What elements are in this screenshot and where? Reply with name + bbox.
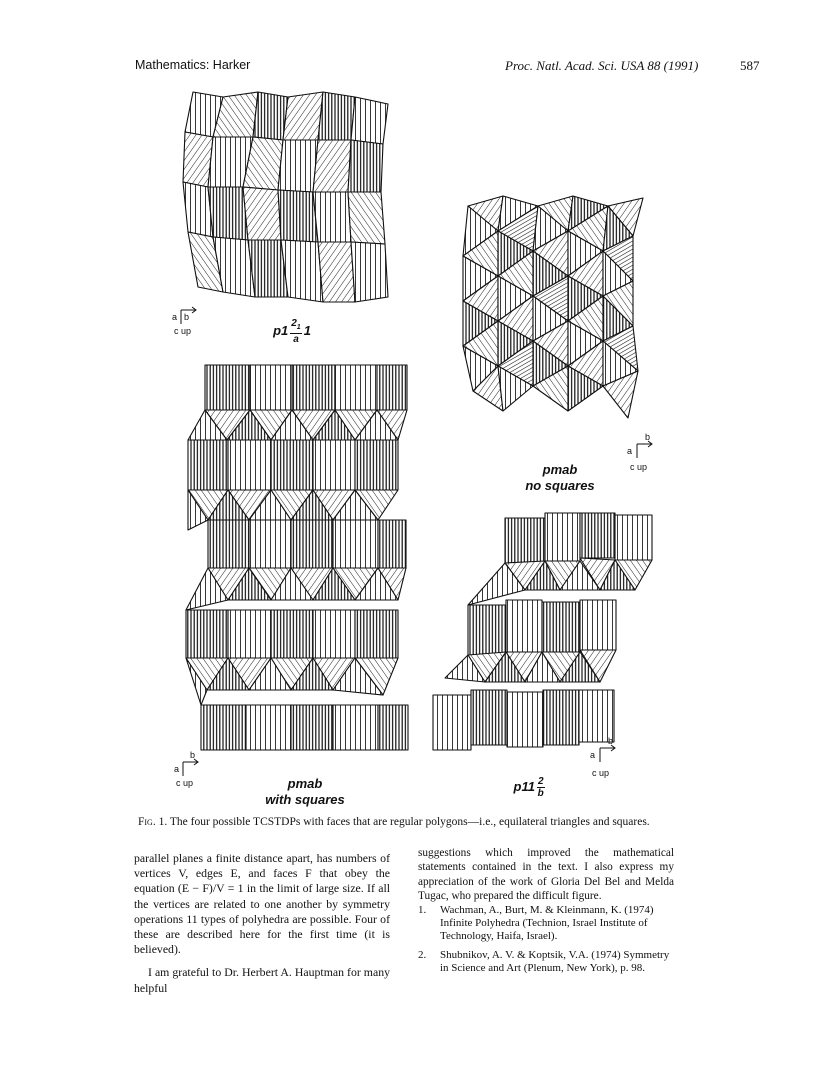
- body-right-column: [418, 846, 674, 904]
- polyhedron-pmab-with-squares-drawing: [183, 360, 418, 760]
- label-pmab-ws-line2: with squares: [265, 792, 345, 807]
- acknowledgment-continued: suggestions which improved the mathematical statements contained in the text. I also express my appreciation of the work of Gloria Del Bel and Melda Tugac, who prepared the difficult figure.: [418, 847, 674, 903]
- label-p1-den: a: [293, 334, 299, 345]
- acknowledgment-start: I am grateful to Dr. Herbert A. Hauptman for many helpful: [134, 965, 390, 995]
- label-pmab-ns-line2: no squares: [525, 478, 595, 493]
- label-p1-num-sub: 1: [296, 324, 301, 331]
- axis-label-a: a: [590, 750, 596, 760]
- axis-indicator-p11: [590, 738, 630, 782]
- label-p1-post: 1: [303, 322, 311, 338]
- running-header-section: Mathematics: Harker: [135, 58, 251, 72]
- fraction-21-over-a: [290, 318, 301, 345]
- polyhedron-p1-21a1-drawing: [183, 92, 398, 307]
- axis-label-a: a: [627, 446, 633, 456]
- axis-label-c-up: c up: [592, 768, 610, 778]
- polyhedron-pmab-no-squares-drawing: [458, 196, 658, 436]
- axis-indicator-pmab-ws: [170, 752, 210, 788]
- body-paragraph-1: parallel planes a finite distance apart, has numbers of vertices V, edges E, and faces F that obey the equation (E − F)/V = 1 in the limit of large size. If all the vertices are related to one another by symmetry operations 11 types of polyhedra are possible. Four of these are described here for the first time (it is believed).: [134, 851, 390, 957]
- body-left-column: [134, 851, 390, 996]
- reference-item: [418, 949, 680, 975]
- polyhedron-p11-2b-drawing: [430, 510, 665, 760]
- label-p11-num: 2: [537, 776, 544, 787]
- label-p11-2b: [495, 776, 565, 799]
- axis-label-b: b: [184, 312, 190, 322]
- figure-caption-label: Fig. 1.: [138, 816, 168, 828]
- reference-number: 2.: [418, 949, 427, 961]
- axis-indicator-p1: [172, 306, 212, 340]
- references-list: [418, 904, 680, 981]
- axis-label-b: b: [190, 750, 196, 760]
- label-pmab-ws-line1: pmab: [287, 776, 323, 791]
- label-p1-num: 2: [291, 318, 297, 329]
- label-p1-21a1: [252, 318, 332, 345]
- figure-caption-text: The four possible TCSTDPs with faces that are regular polygons—i.e., equilateral triangles and squares.: [169, 816, 650, 828]
- axis-label-c-up: c up: [630, 462, 648, 472]
- axis-label-c-up: c up: [176, 778, 194, 788]
- label-p1-pre: p1: [273, 322, 289, 338]
- page-number: 587: [740, 58, 760, 73]
- label-p11-den: b: [537, 788, 544, 799]
- figure-caption: [138, 816, 650, 828]
- axis-label-a: a: [172, 312, 178, 322]
- fraction-2-over-b: [537, 776, 545, 799]
- label-p11-pre: p11: [513, 778, 535, 794]
- reference-number: 1.: [418, 904, 427, 916]
- label-pmab-no-squares: [505, 462, 615, 494]
- axis-label-a: a: [174, 764, 180, 774]
- reference-text: Shubnikov, A. V. & Koptsik, V.A. (1974) Symmetry in Science and Art (Plenum, New York), p. 98.: [440, 949, 670, 974]
- axis-indicator-pmab-ns: [615, 432, 660, 476]
- reference-text: Wachman, A., Burt, M. & Kleinmann, K. (1974) Infinite Polyhedra (Technion, Israel Institute of Technology, Haifa, Israel).: [440, 904, 654, 942]
- label-pmab-ns-line1: pmab: [542, 462, 578, 477]
- axis-label-b: b: [608, 736, 614, 746]
- axis-label-b: b: [645, 432, 651, 442]
- reference-item: [418, 904, 680, 943]
- axis-label-c-up: c up: [174, 326, 192, 336]
- running-header-journal: Proc. Natl. Acad. Sci. USA 88 (1991): [505, 58, 699, 73]
- label-pmab-with-squares: [250, 776, 360, 808]
